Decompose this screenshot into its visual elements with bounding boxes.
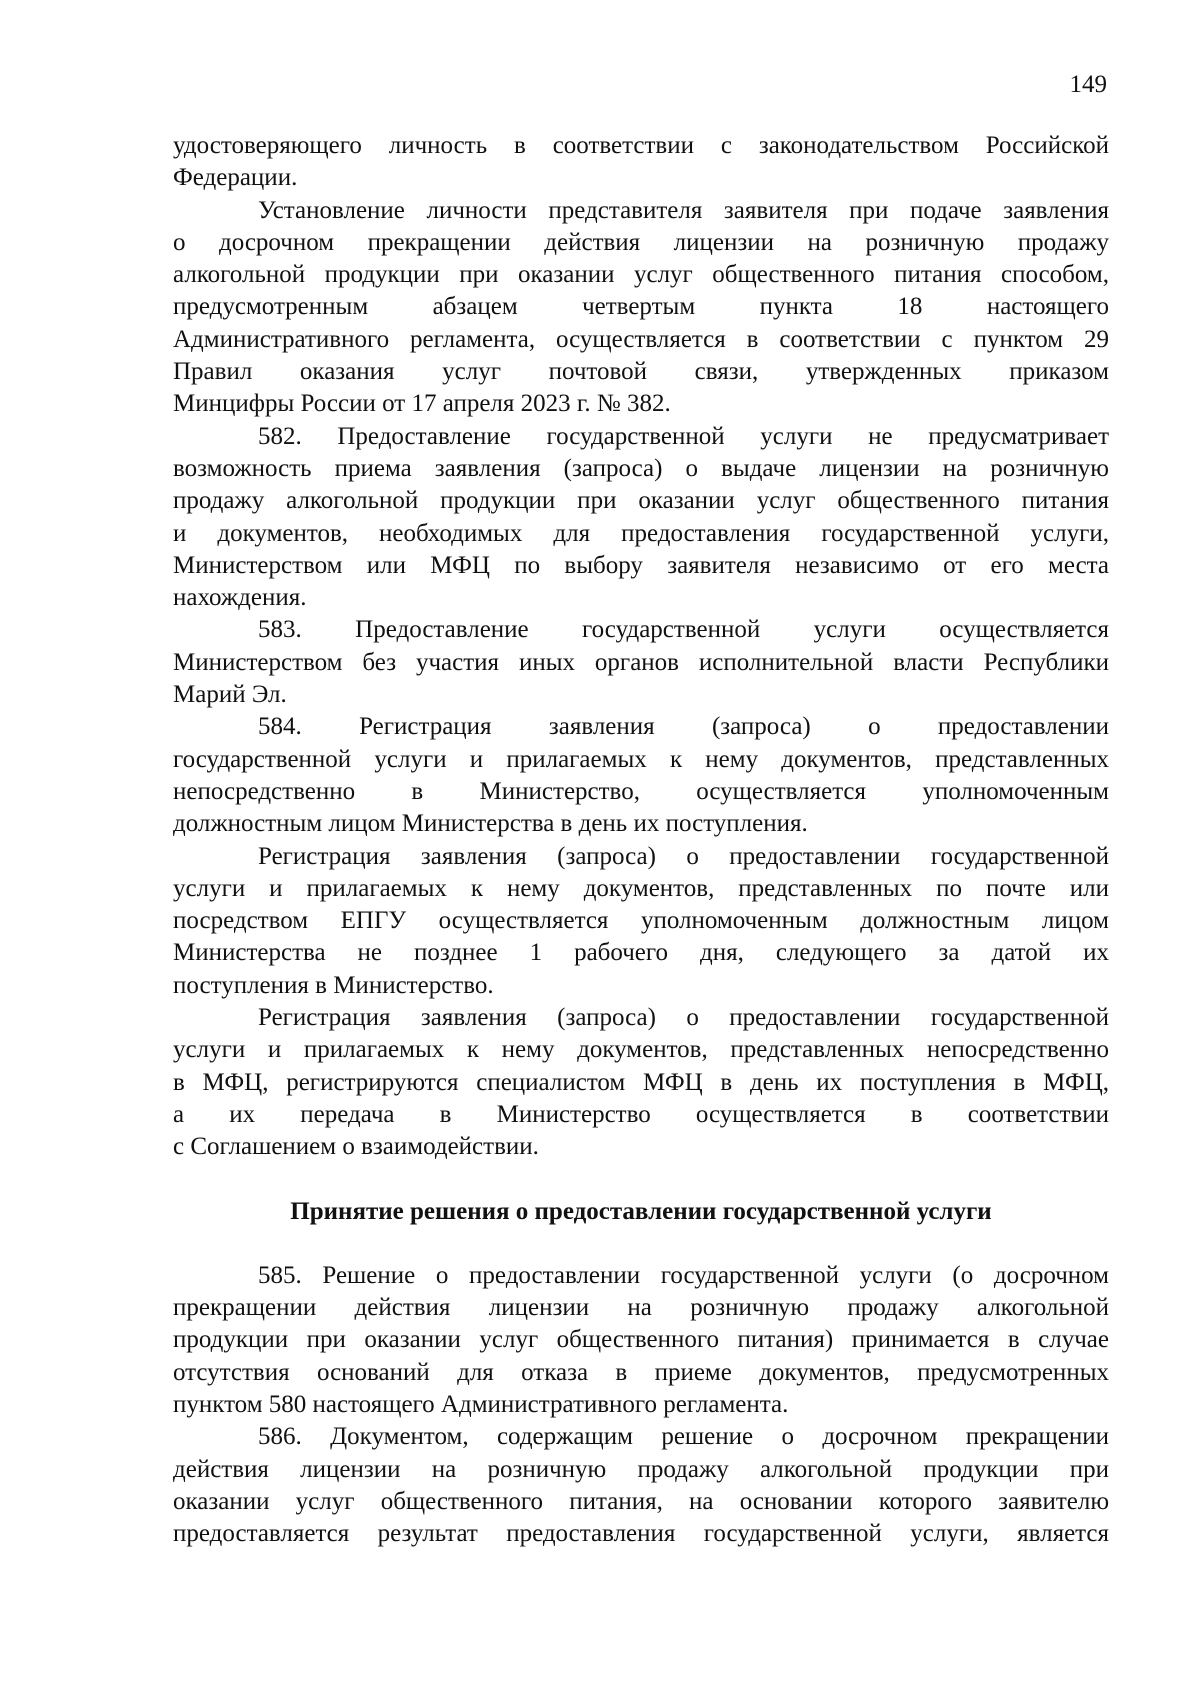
text-line: 586. Документом, содержащим решение о досрочном прекращении bbox=[258, 1423, 1109, 1451]
text-line: с Соглашением о взаимодействии. bbox=[173, 1133, 539, 1161]
text-line: 582. Предоставление государственной услуги не предусматривает bbox=[258, 422, 1109, 450]
text-line: Минцифры России от 17 апреля 2023 г. № 382. bbox=[173, 390, 671, 418]
text-line: предусмотренным абзацем четвертым пункта 18 настоящего bbox=[173, 293, 1109, 321]
text-line: 585. Решение о предоставлении государственной услуги (о досрочном bbox=[258, 1261, 1109, 1289]
paragraph-spacer bbox=[173, 1228, 1109, 1260]
text-line: услуги и прилагаемых к нему документов, представленных непосредственно bbox=[173, 1036, 1109, 1064]
text-line: услуги и прилагаемых к нему документов, представленных по почте или bbox=[173, 874, 1109, 902]
text-line: отсутствия оснований для отказа в приеме документов, предусмотренных bbox=[173, 1358, 1109, 1386]
text-line: алкогольной продукции при оказании услуг общественного питания способом, bbox=[173, 261, 1109, 289]
text-line: Правил оказания услуг почтовой связи, утвержденных приказом bbox=[173, 358, 1109, 386]
text-line: удостоверяющего личность в соответствии с законодательством Российской bbox=[173, 132, 1109, 159]
text-line: посредством ЕПГУ осуществляется уполномоченным должностным лицом bbox=[173, 907, 1109, 935]
text-line: действия лицензии на розничную продажу алкогольной продукции при bbox=[173, 1455, 1109, 1483]
text-line: Регистрация заявления (запроса) о предоставлении государственной bbox=[258, 842, 1109, 870]
text-line: Административного регламента, осуществляется в соответствии с пунктом 29 bbox=[173, 325, 1109, 353]
text-line: Министерства не позднее 1 рабочего дня, следующего за датой их bbox=[173, 939, 1109, 967]
text-line: продажу алкогольной продукции при оказании услуг общественного питания bbox=[173, 487, 1109, 515]
text-line: должностным лицом Министерства в день их поступления. bbox=[173, 810, 808, 838]
text-line: прекращении действия лицензии на розничную продажу алкогольной bbox=[173, 1294, 1109, 1322]
text-line: нахождения. bbox=[173, 584, 307, 612]
text-line: пунктом 580 настоящего Административного регламента. bbox=[173, 1390, 789, 1418]
text-line: продукции при оказании услуг общественного питания) принимается в случае bbox=[173, 1326, 1109, 1354]
text-line: государственной услуги и прилагаемых к нему документов, представленных bbox=[173, 745, 1109, 773]
text-line: в МФЦ, регистрируются специалистом МФЦ в день их поступления в МФЦ, bbox=[173, 1068, 1109, 1096]
text-line: Министерством или МФЦ по выбору заявителя независимо от его места bbox=[173, 551, 1109, 579]
text-line: поступления в Министерство. bbox=[173, 971, 494, 999]
document-body bbox=[173, 130, 1109, 1550]
page-number: 149 bbox=[1069, 71, 1107, 98]
text-line: непосредственно в Министерство, осуществляется уполномоченным bbox=[173, 777, 1109, 805]
text-line: и документов, необходимых для предоставления государственной услуги, bbox=[173, 519, 1109, 547]
text-line: 584. Регистрация заявления (запроса) о предоставлении bbox=[258, 713, 1109, 741]
text-line: а их передача в Министерство осуществляется в соответствии bbox=[173, 1100, 1109, 1128]
text-line: Регистрация заявления (запроса) о предоставлении государственной bbox=[258, 1004, 1109, 1032]
text-line: Министерством без участия иных органов исполнительной власти Республики bbox=[173, 648, 1109, 676]
paragraph-spacer bbox=[173, 1164, 1109, 1196]
text-line: о досрочном прекращении действия лицензии на розничную продажу bbox=[173, 228, 1109, 256]
text-line: предоставляется результат предоставления государственной услуги, является bbox=[173, 1520, 1109, 1548]
text-line: Федерации. bbox=[173, 164, 298, 192]
text-line: оказании услуг общественного питания, на основании которого заявителю bbox=[173, 1487, 1109, 1515]
text-line: 583. Предоставление государственной услуги осуществляется bbox=[258, 616, 1109, 644]
text-line: Марий Эл. bbox=[173, 681, 287, 709]
section-heading: Принятие решения о предоставлении государственной услуги bbox=[290, 1197, 992, 1225]
text-line: Установление личности представителя заявителя при подаче заявления bbox=[258, 196, 1109, 224]
text-line: возможность приема заявления (запроса) о выдаче лицензии на розничную bbox=[173, 454, 1109, 482]
